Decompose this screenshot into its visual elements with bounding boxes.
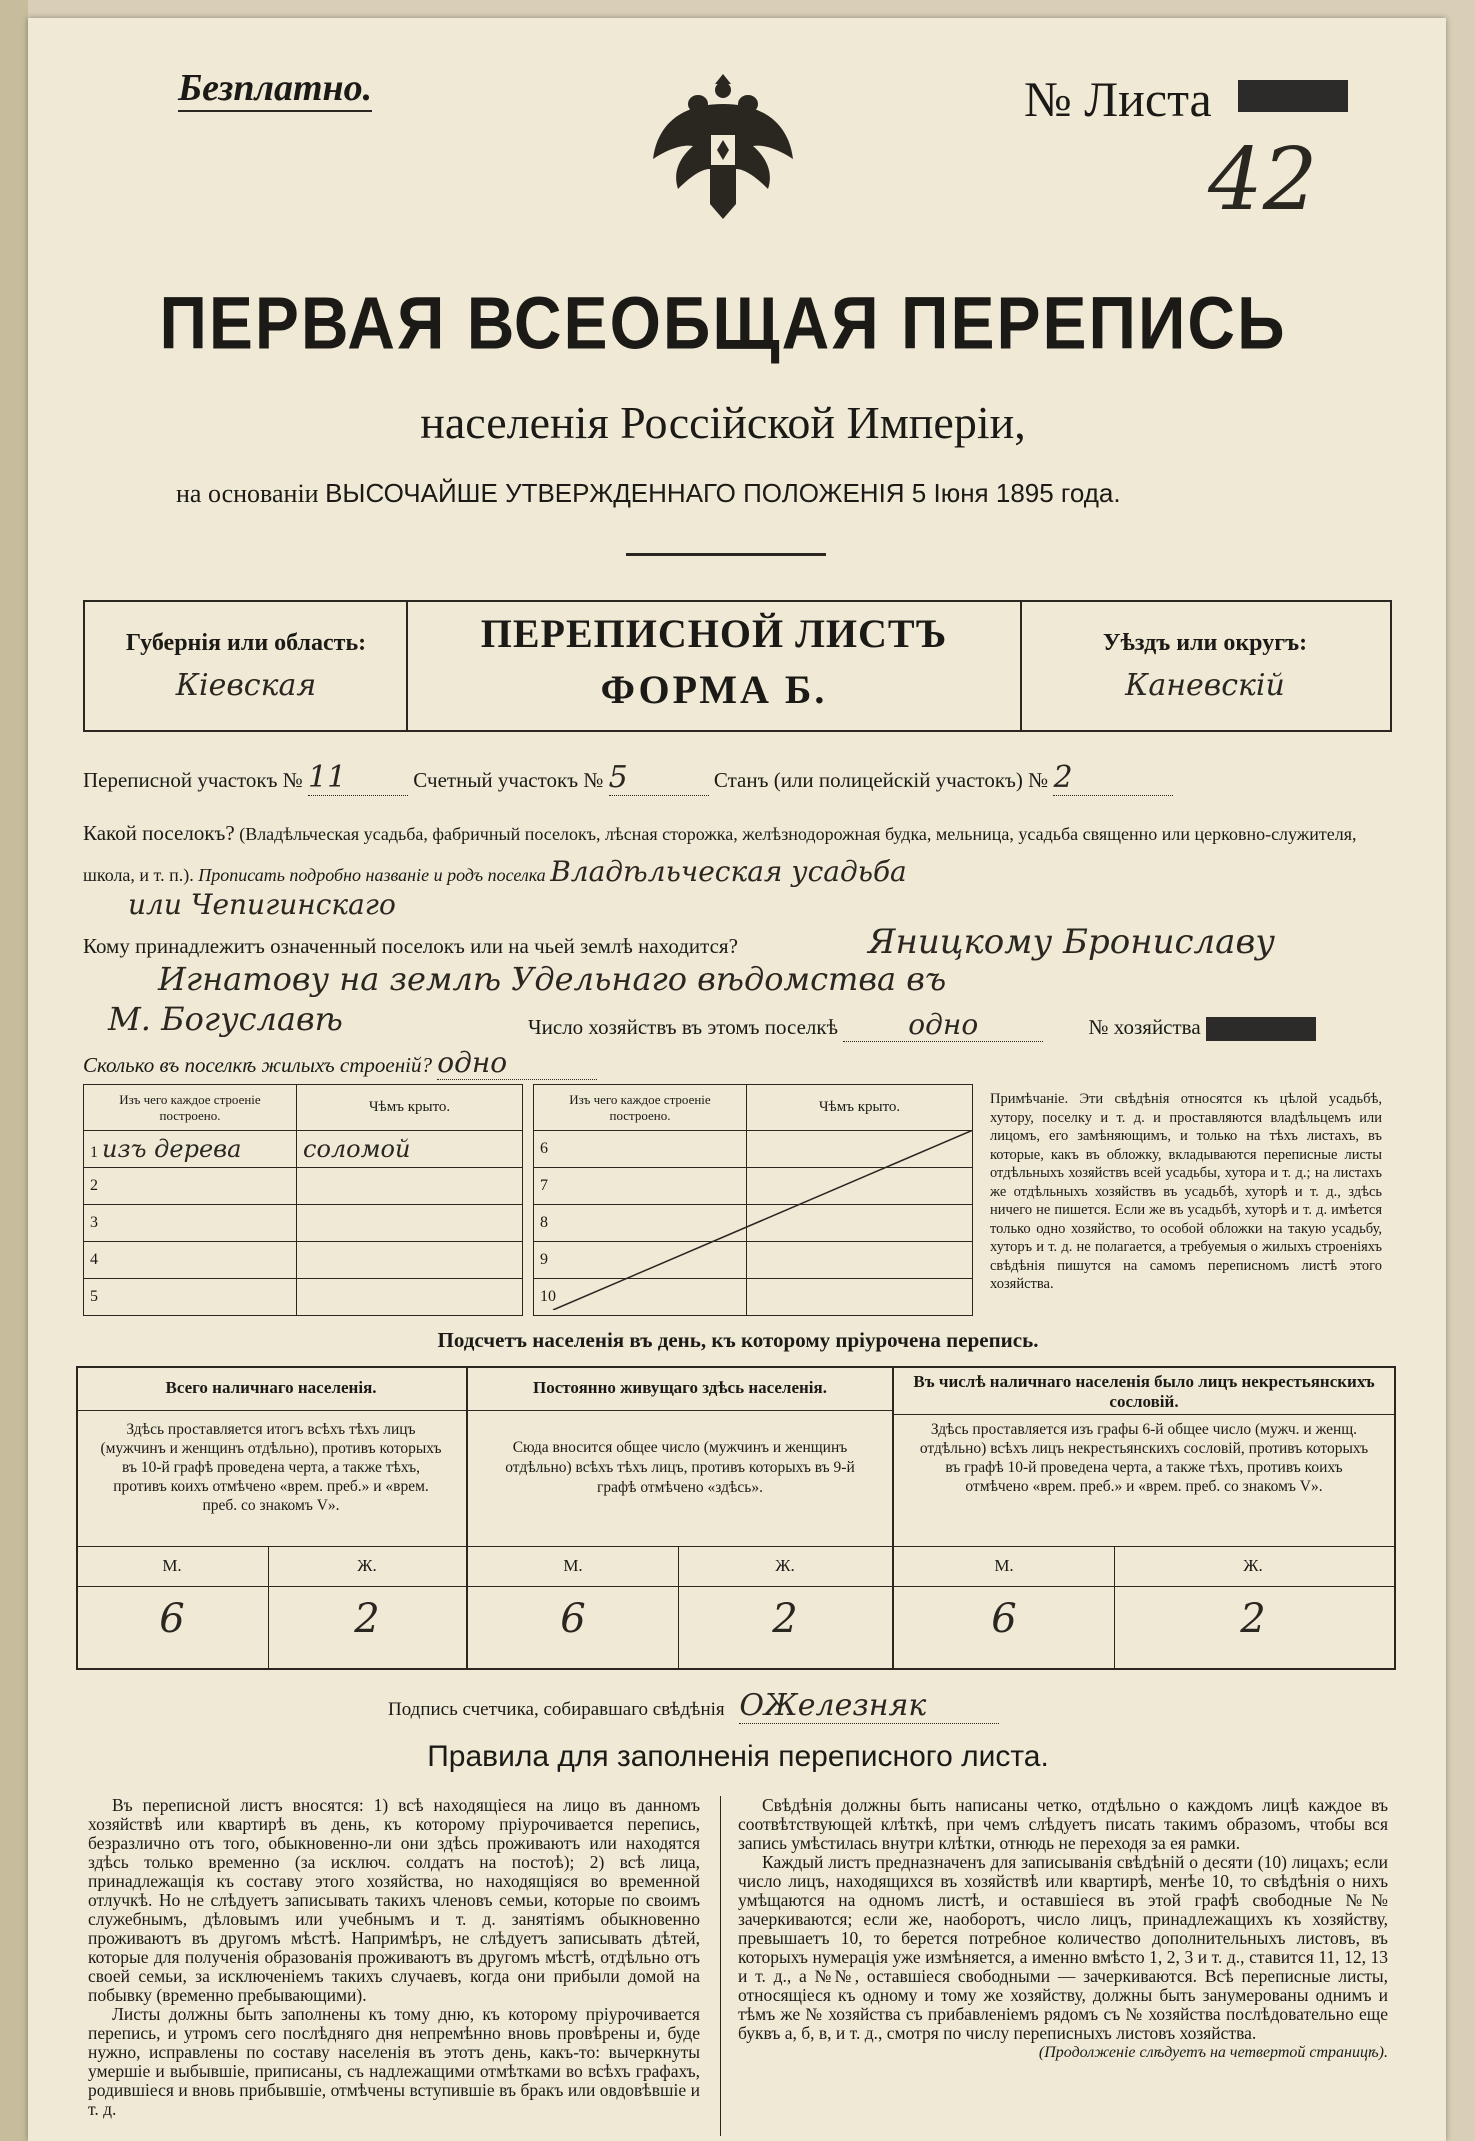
pop-col2-desc: Сюда вносится общее число (мужчинъ и женщинъ отдѣльно) всѣхъ тѣхъ лицъ, противъ которыхъ въ 9-й графѣ отмѣчено «здѣсь». (505, 1439, 855, 1496)
census-form-page (28, 18, 1446, 2141)
pop-c2-f-label: Ж. (775, 1556, 795, 1575)
household-no-label: № хозяйства (1088, 1015, 1201, 1039)
material-cell[interactable] (84, 1279, 297, 1316)
buildings-col-material: Изъ чего каждое строеніе построено. (84, 1085, 297, 1131)
material-cell[interactable] (84, 1205, 297, 1242)
buildings-table-left (83, 1084, 523, 1316)
form-title: ПЕРЕПИСНОЙ ЛИСТЪ (480, 611, 948, 656)
pop-col3-desc: Здѣсь проставляется изъ графы 6-й общее число (мужч. и женщ. отдѣльно) всѣхъ лицъ некрестьянскихъ сословій, противъ которыхъ въ графѣ 10-й проведена черта, а также тѣхъ, противъ коихъ отмѣчено «врем. преб.» и «врем. преб. со знакомъ V». (919, 1421, 1369, 1495)
legal-basis-prefix: на основаніи (176, 479, 319, 508)
gubernia-label: Губернія или область: (125, 630, 367, 656)
table-row (84, 1168, 523, 1205)
stan-label: Станъ (или полицейскій участокъ) № (713, 768, 1049, 792)
population-title: Подсчетъ населенія въ день, къ которому пріурочена перепись. (437, 1328, 1039, 1352)
settlement-kind-instruction: Прописать подробно названіе и родъ поселка (198, 865, 546, 885)
roof-cell[interactable] (297, 1168, 523, 1205)
owner-value-1[interactable]: Яницкому Брониславу (868, 922, 1275, 962)
pop-col1-head: Всего наличнаго населенія. (165, 1378, 377, 1397)
settlement-kind-label: Какой поселокъ? (83, 821, 235, 845)
pop-c1-f-label: Ж. (357, 1556, 377, 1575)
buildings-row (83, 1046, 597, 1080)
rules-column-divider (720, 1796, 721, 2136)
buildings-col-material-right: Изъ чего каждое строеніе построено. (534, 1085, 747, 1131)
stan-field[interactable]: 2 (1053, 760, 1173, 796)
rules-right-column (738, 1796, 1388, 2062)
row-number: 4 (90, 1251, 98, 1268)
signature-field[interactable]: ОЖелезняк (739, 1688, 999, 1724)
pop-col1-desc: Здѣсь проставляется итогъ всѣхъ тѣхъ лицъ (мужчинъ и женщинъ отдѣльно), противъ которыхъ въ 10-й графѣ проведена черта, а также тѣхъ, противъ коихъ отмѣчено «врем. преб.» и «врем. преб. со знакомъ V». (100, 1421, 442, 1514)
households-label: Число хозяйствъ въ этомъ поселкѣ (528, 1015, 838, 1039)
households-row (528, 1008, 1316, 1042)
row-number: 2 (90, 1177, 98, 1194)
row-number: 7 (540, 1177, 548, 1194)
row-number: 10 (540, 1288, 556, 1305)
rules-title: Правила для заполненія переписного листа. (427, 1740, 1049, 1773)
sheet-label: № Листа (1024, 71, 1212, 127)
rules-right-p1: Свѣдѣнія должны быть написаны четко, отдѣльно о каждомъ лицѣ каждое въ соотвѣтствующей клѣткѣ, при чемъ слѣдуетъ писать такимъ образомъ, чтобы вся запись умѣстилась внутри клѣтки, отнюдь не переходя за ея рамки. (738, 1795, 1388, 1853)
roof-cell[interactable] (297, 1242, 523, 1279)
household-no-field[interactable]: 1 (1206, 1017, 1316, 1041)
roof-cell[interactable] (297, 1279, 523, 1316)
form-header-divider-right (1020, 600, 1022, 730)
owner-label: Кому принадлежитъ означенный поселокъ или на чьей землѣ находится? (83, 934, 738, 958)
rules-left-column (88, 1796, 700, 2119)
legal-basis (176, 478, 1121, 509)
row-number: 3 (90, 1214, 98, 1231)
pop-c2-f-value[interactable]: 2 (772, 1596, 798, 1642)
roof-cell[interactable] (297, 1205, 523, 1242)
settlement-kind-value-2[interactable]: или Чепигинскаго (128, 888, 396, 921)
buildings-field[interactable]: одно (437, 1046, 597, 1080)
table-row (84, 1205, 523, 1242)
legal-basis-text: ВЫСОЧАЙШЕ УТВЕРЖДЕННАГО ПОЛОЖЕНІЯ 5 Іюня 1895 года. (325, 478, 1121, 508)
unused-cells-strike (533, 1130, 973, 1310)
pop-c3-f-label: Ж. (1243, 1556, 1263, 1575)
pop-c2-head-line (468, 1410, 892, 1411)
pop-col3-head: Въ числѣ наличнаго населенія было лицъ некрестьянскихъ сословій. (913, 1372, 1375, 1411)
double-headed-eagle-emblem (648, 64, 798, 224)
form-header-divider-left (406, 600, 408, 730)
buildings-col-roof: Чѣмъ крыто. (297, 1085, 523, 1131)
row-number: 5 (90, 1288, 98, 1305)
material-cell[interactable] (84, 1131, 297, 1168)
material-cell[interactable] (84, 1168, 297, 1205)
form-type: ФОРМА Б. (600, 667, 828, 712)
pop-mf-bottom-line (76, 1586, 1394, 1587)
pop-c1-f-value[interactable]: 2 (354, 1596, 380, 1642)
settlement-kind-block (83, 814, 1393, 894)
settlement-kind-hint: (Владѣльческая усадьба, фабричный поселокъ, лѣсная сторожка, желѣзнодорожная будка, мельница, усадьба священно или церковно-служителя, школа, и т. п.). (83, 824, 1357, 885)
row-number: 1 (90, 1144, 98, 1161)
gubernia-value: Кіевская (175, 668, 317, 703)
free-label: Безплатно. (178, 66, 372, 112)
pop-c2-m-label: М. (563, 1556, 583, 1575)
owner-value-3[interactable]: М. Богуславѣ (108, 1000, 343, 1038)
rules-continuation: (Продолженіе слѣдуетъ на четвертой страницѣ). (1038, 2044, 1388, 2061)
page-subtitle: населенія Россійской Имперіи, (420, 397, 1026, 448)
pop-c1-head-line (76, 1410, 466, 1411)
signature-row (388, 1688, 999, 1724)
page-edge (0, 0, 28, 2141)
pop-c3-head-line (894, 1414, 1394, 1415)
pop-c3-m-label: М. (994, 1556, 1014, 1575)
row-number: 6 (540, 1140, 548, 1157)
page-title: ПЕРВАЯ ВСЕОБЩАЯ ПЕРЕПИСЬ (159, 281, 1287, 364)
uezd-value: Каневскій (1125, 668, 1285, 703)
pop-mf-top-line (76, 1546, 1394, 1547)
census-area-label: Переписной участокъ № (83, 768, 303, 792)
pop-c2-m-value[interactable]: 6 (560, 1596, 586, 1642)
material-value: изъ дерева (102, 1135, 242, 1163)
buildings-label: Сколько въ поселкѣ жилыхъ строеній? (83, 1053, 432, 1077)
sheet-number-redaction (1238, 80, 1348, 112)
rules-right-p2: Каждый листъ предназначенъ для записыванія свѣдѣній о десяти (10) лицахъ; если число лицъ, находящихся въ хозяйствѣ или квартирѣ, менѣе 10, то свѣдѣнія о нихъ умѣщаются на одномъ листѣ, и оставшіеся въ этой графѣ свободные №№ зачеркиваются; если же, наоборотъ, число лицъ, принадлежащихъ къ хозяйству, превышаетъ 10, то берется потребное количество дополнительныхъ листовъ, въ которыхъ нумерація уже измѣняется, а именно вмѣсто 1, 2, 3 и т. д., ставится 11, 12, 13 и т. д., а №№, оставшіеся свободными — зачеркиваются. Всѣ переписные листы, относящіеся къ одному и тому же хозяйству, должны быть занумерованы однимъ и тѣмъ же № хозяйства съ прибавленіемъ рядомъ съ № хозяйства послѣдовательно еще буквъ а, б, в, и т. д., смотря по числу переписныхъ листовъ хозяйства. (738, 1852, 1388, 2043)
pop-c1-m-label: М. (162, 1556, 182, 1575)
table-row (84, 1131, 523, 1168)
table-row (84, 1279, 523, 1316)
table-row (84, 1242, 523, 1279)
row-number: 9 (540, 1251, 548, 1268)
buildings-col-roof-right: Чѣмъ крыто. (747, 1085, 973, 1131)
title-divider (626, 553, 826, 556)
pop-col2-head: Постоянно живущаго здѣсь населенія. (533, 1378, 827, 1397)
count-area-label: Счетный участокъ № (413, 768, 604, 792)
district-row (83, 760, 1173, 796)
uezd-label: Уѣздъ или округъ: (1102, 630, 1308, 656)
signature-label: Подпись счетчика, собиравшаго свѣдѣнія (388, 1699, 725, 1720)
rules-left-p1: Въ переписной листъ вносятся: 1) всѣ находящіеся на лицо въ данномъ хозяйствѣ или квартирѣ въ день, къ которому пріурочивается перепись, безразлично отъ того, обыкновенно-ли они здѣсь проживаютъ или находятся здѣсь только временно (за исключ. солдатъ на постоѣ); 2) всѣ лица, принадлежащія къ составу этого хозяйства, но находящіяся во временной отлучкѣ. Но не слѣдуетъ записывать такихъ членовъ семьи, которые по своимъ служебнымъ, дѣловымъ или учебнымъ и т. д. занятіямъ обыкновенно проживаютъ въ другомъ мѣстѣ. Напримѣръ, не слѣдуетъ записывать дѣтей, которые для полученія образованія проживаютъ въ другомъ мѣстѣ, отдѣльно отъ своей семьи, за исключеніемъ такихъ случаевъ, когда они прибыли домой на побывку (временно пребывающими). (88, 1795, 700, 2005)
sheet-number: 42 (1208, 130, 1318, 230)
rules-left-p2: Листы должны быть заполнены къ тому дню, къ которому пріурочивается перепись, и утромъ сего послѣдняго дня непремѣнно вновь провѣрены и, буде нужно, исправлены по составу населенія въ этотъ день, какъ-то: вычеркнуты умершіе и выбывшіе, приписаны, съ надлежащими отмѣтками во всѣхъ графахъ, родившіеся и вновь прибывшіе, отмѣчены вступившіе въ бракъ или овдовѣвшіе и т. д. (88, 2004, 700, 2119)
buildings-note: Примѣчаніе. Эти свѣдѣнія относятся къ цѣлой усадьбѣ, хутору, поселку и т. д. и проставляются владѣльцемъ или лицомъ, его замѣняющимъ, и только на тѣхъ листахъ, въ которые, какъ въ обложку, вкладываются переписные листы отдѣльныхъ хозяйствъ всей усадьбы, хутора и т. д.; на листахъ же отдѣльныхъ хозяйствъ въ усадьбѣ, хуторѣ и т. д., здѣсь ничего не пишется. Если же въ усадьбѣ, хуторѣ и т. д. имѣется только одно хозяйство, то особой обложки на такую усадьбу, хуторъ и т. д. не полагается, а требуемыя о жилыхъ строеніяхъ свѣдѣнія пишутся на самомъ переписномъ листѣ этого хозяйства. (990, 1091, 1382, 1292)
material-cell[interactable] (84, 1242, 297, 1279)
row-number: 8 (540, 1214, 548, 1231)
pop-c3-m-value[interactable]: 6 (991, 1596, 1017, 1642)
pop-c1-m-value[interactable]: 6 (159, 1596, 185, 1642)
owner-value-2[interactable]: Игнатову на землѣ Удельнаго вѣдомства въ (158, 960, 947, 998)
pop-c3-f-value[interactable]: 2 (1240, 1596, 1266, 1642)
census-area-field[interactable]: 11 (308, 760, 408, 796)
settlement-kind-value-1[interactable]: Владѣльческая усадьба (550, 855, 907, 888)
roof-cell[interactable]: соломой (297, 1131, 523, 1168)
count-area-field[interactable]: 5 (609, 760, 709, 796)
households-field[interactable]: одно (843, 1008, 1043, 1042)
